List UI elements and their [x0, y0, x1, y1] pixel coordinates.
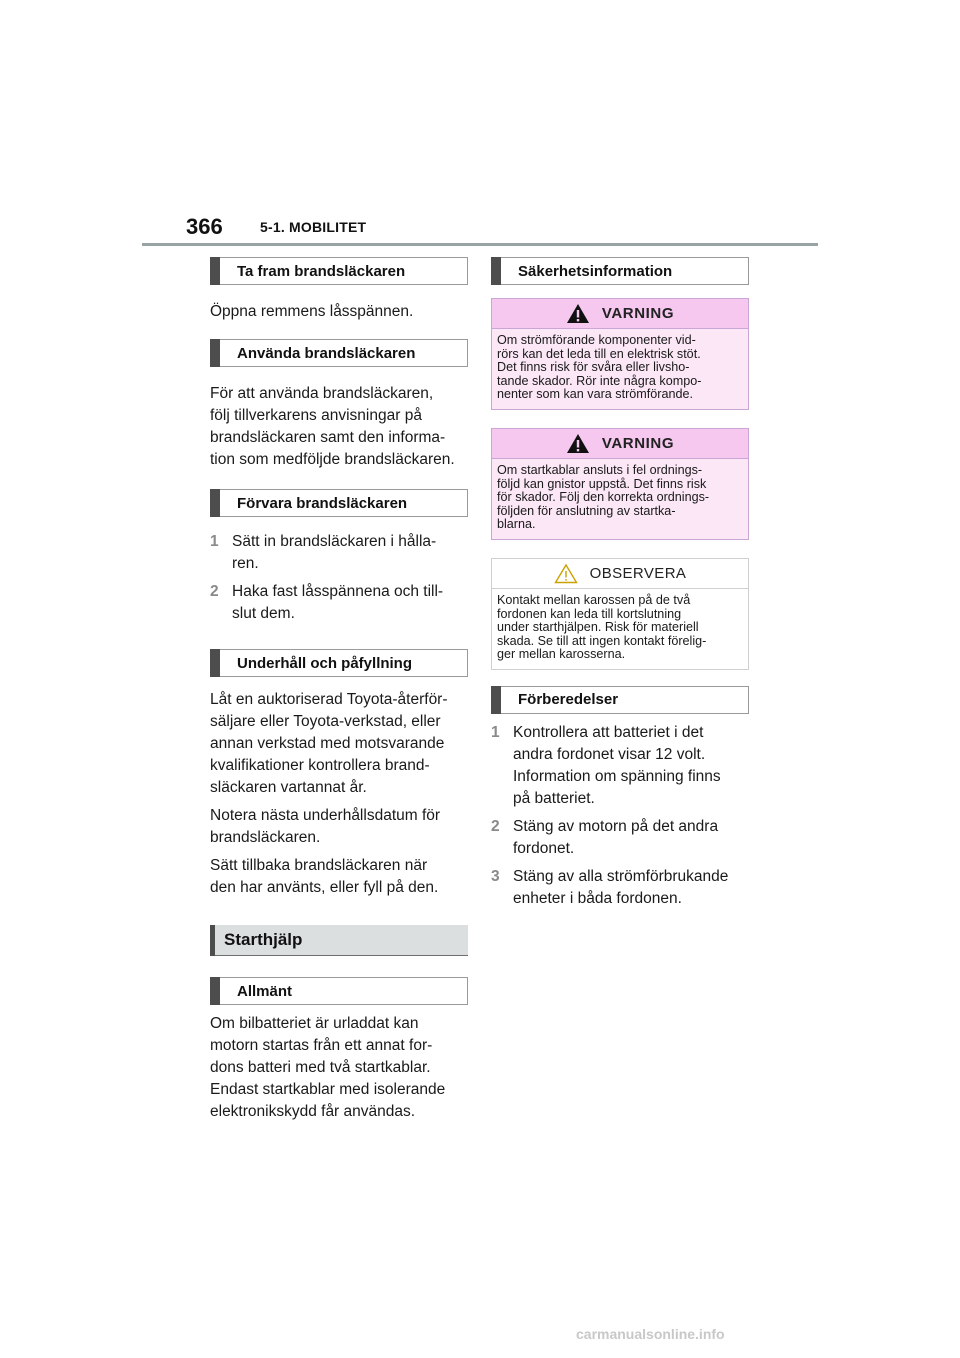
text-line: den har använts, eller fyll på den. — [210, 879, 439, 896]
text-line: kvalifikationer kontrollera brand- — [210, 757, 430, 774]
text-line: Om bilbatteriet är urladdat kan — [210, 1015, 419, 1032]
note-box — [491, 558, 749, 670]
heading-anvanda: Använda brandsläckaren — [210, 339, 468, 367]
heading-underhall: Underhåll och påfyllning — [210, 649, 468, 677]
text-line: slut dem. — [232, 605, 295, 622]
text-line: på batteriet. — [513, 789, 595, 807]
header-divider — [142, 243, 818, 246]
text-line: motorn startas från ett annat for- — [210, 1037, 433, 1054]
text-line: brandsläckaren samt den informa- — [210, 429, 446, 446]
warning-header — [492, 299, 748, 329]
text-line: rörs kan det leda till en elektrisk stöt. — [497, 346, 701, 361]
note-title: OBSERVERA — [589, 564, 687, 582]
text-line: elektronikskydd får användas. — [210, 1103, 416, 1120]
right-column — [491, 257, 749, 910]
text-line: tande skador. Rör inte några kompo- — [497, 373, 702, 388]
text-line: under starthjälpen. Risk för materiell — [497, 620, 699, 635]
text-line: släckaren vartannat år. — [210, 779, 367, 796]
text-line: För att använda brandsläckaren, — [210, 385, 434, 402]
warning-triangle-icon — [566, 303, 590, 324]
text-line: för skador. Följ den korrekta ordnings- — [497, 490, 710, 505]
text-line: Låt en auktoriserad Toyota-återför- — [210, 691, 448, 708]
text-line: följd kan gnistor uppstå. Det finns risk — [497, 476, 707, 491]
step-forberedelser-3 — [491, 866, 749, 910]
text-line: dons batteri med två startkablar. — [210, 1059, 431, 1076]
left-column — [210, 257, 468, 1123]
text-line: enheter i båda fordonen. — [513, 889, 682, 907]
note-text — [492, 589, 748, 669]
heading-ta-fram: Ta fram brandsläckaren — [210, 257, 468, 285]
paragraph-oppna: Öppna remmens låsspännen. — [210, 303, 414, 320]
text-line: Sätt tillbaka brandsläckaren när — [210, 857, 428, 874]
text-line: Det finns risk för svåra eller livsho- — [497, 360, 690, 375]
text-line: följ tillverkarens anvisningar på — [210, 407, 422, 424]
chapter-title: 5-1. MOBILITET — [260, 219, 367, 235]
warning-text — [492, 329, 748, 409]
step-forvara-2 — [210, 581, 468, 625]
page-number: 366 — [186, 214, 223, 239]
text-line: fordonet. — [513, 839, 575, 857]
paragraph-anvanda — [210, 383, 468, 471]
step-forvara-1 — [210, 531, 468, 575]
step-number: 3 — [491, 867, 500, 885]
text-line: Haka fast låsspännena och till- — [232, 583, 444, 600]
warning-box-1 — [491, 298, 749, 410]
warning-header — [492, 429, 748, 459]
text-line: ger mellan karosserna. — [497, 647, 626, 662]
step-number: 2 — [491, 817, 500, 835]
heading-forberedelser: Förberedelser — [491, 686, 749, 714]
step-forberedelser-1 — [491, 722, 749, 810]
text-line: Om strömförande komponenter vid- — [497, 333, 696, 347]
warning-title: VARNING — [601, 434, 675, 452]
text-line: fordonen kan leda till kortslutning — [497, 606, 682, 621]
text-line: nenter som kan vara strömförande. — [497, 387, 693, 402]
step-forberedelser-2 — [491, 816, 749, 860]
warning-box-2 — [491, 428, 749, 540]
paragraph-underhall-2 — [210, 805, 468, 849]
text-line: Kontakt mellan karossen på de två — [497, 592, 691, 607]
text-line: säljare eller Toyota-verkstad, eller — [210, 713, 441, 730]
caution-triangle-icon — [554, 563, 578, 584]
heading-forvara: Förvara brandsläckaren — [210, 489, 468, 517]
text-line: Om startkablar ansluts i fel ordnings- — [497, 462, 703, 477]
heading-sakerhet: Säkerhetsinformation — [491, 257, 749, 285]
text-line: Kontrollera att batteriet i det — [513, 723, 704, 741]
note-header — [492, 559, 748, 589]
warning-text — [492, 459, 748, 539]
step-number: 2 — [210, 583, 219, 600]
step-number: 1 — [491, 723, 500, 741]
warning-triangle-icon — [566, 433, 590, 454]
text-line: blarna. — [497, 517, 536, 532]
text-line: skada. Se till att ingen kontakt förelig- — [497, 633, 707, 648]
text-line: Stäng av motorn på det andra — [513, 817, 719, 835]
text-line: brandsläckaren. — [210, 829, 321, 846]
paragraph-allmant — [210, 1013, 468, 1123]
text-line: annan verkstad med motsvarande — [210, 735, 445, 752]
paragraph-underhall-3 — [210, 855, 468, 899]
text-line: ren. — [232, 555, 259, 572]
text-line: andra fordonet visar 12 volt. — [513, 745, 706, 763]
text-line: tion som medföljde brandsläckaren. — [210, 451, 455, 468]
text-line: Information om spänning finns — [513, 767, 721, 785]
heading-allmant: Allmänt — [210, 977, 468, 1005]
step-number: 1 — [210, 533, 219, 550]
text-line: Notera nästa underhållsdatum för — [210, 807, 441, 824]
text-line: Sätt in brandsläckaren i hålla- — [232, 533, 437, 550]
warning-title: VARNING — [601, 305, 675, 322]
watermark: carmanualsonline.info — [576, 1326, 725, 1342]
heading-starthjalp: Starthjälp — [210, 925, 468, 956]
text-line: Endast startkablar med isolerande — [210, 1081, 446, 1098]
text-line: Stäng av alla strömförbrukande — [513, 867, 729, 885]
paragraph-underhall-1 — [210, 689, 468, 799]
text-line: följden för anslutning av startka- — [497, 503, 676, 518]
